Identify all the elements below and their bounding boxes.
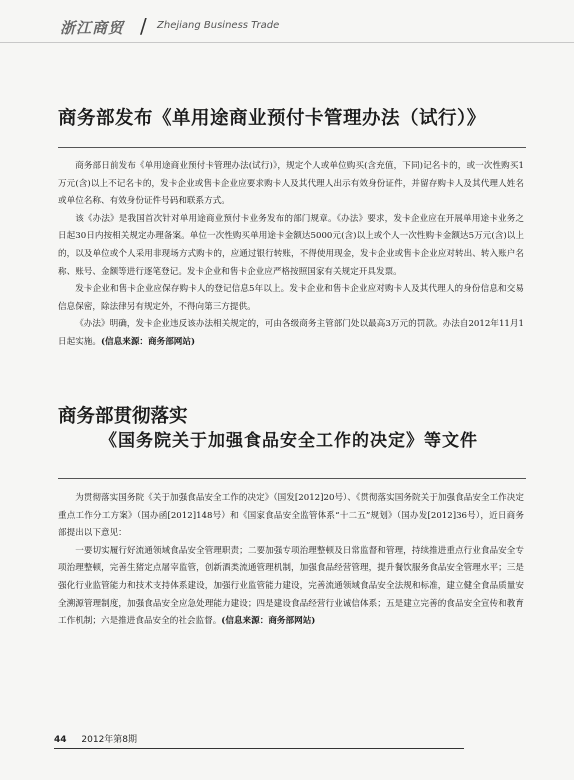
article1-body <box>58 158 524 352</box>
article2-paragraph <box>58 543 524 631</box>
magazine-logo-chinese: 浙江商贸 <box>60 19 125 37</box>
article2-source: (信息来源：商务部网站) <box>221 616 316 627</box>
page-footer <box>54 732 137 745</box>
header-divider <box>0 42 574 43</box>
article2-last-paragraph-text: 一要切实履行好流通领域食品安全管理职责；二要加强专项治理整顿及日常监督和管理，持续推进重点行业食品安全专项治理整顿，完善生猪定点屠宰监管，创新酒类流通管理机制，加强食品经营管理，提升餐饮服务食品安全管理水平；三是强化行业监管能力和技术支持体系建设，加强行业监管能力建设，完善流通领域食品安全法规和标准，建立健全食品质量安全溯源管理制度，加强食品安全应急处理能力建设；四是建设食品经营行业诚信体系；五是建立完善的食品安全宣传和教育工作机制；六是推进食品安全的社会监督。 <box>58 545 524 627</box>
article2-title-rule <box>58 478 526 479</box>
article2-title <box>58 405 478 453</box>
header-slash-divider: / <box>140 14 147 38</box>
footer-divider <box>54 748 464 749</box>
article1-source: (信息来源：商务部网站) <box>100 336 196 347</box>
article2-title-line2: 《国务院关于加强食品安全工作的决定》等文件 <box>100 431 478 451</box>
article1-paragraph <box>58 316 524 351</box>
article2-body <box>58 490 524 631</box>
article1-paragraph: 发卡企业和售卡企业应保存购卡人的登记信息5年以上。发卡企业和售卡企业应对购卡人及其代理人的身份信息和交易信息保密，除法律另有规定外，不得向第三方提供。 <box>58 284 524 312</box>
magazine-logo-english: Zhejiang Business Trade <box>157 20 280 31</box>
page-header <box>0 0 574 40</box>
page-number: 44 <box>54 735 67 745</box>
article2-title-line1: 商务部贯彻落实 <box>58 406 188 427</box>
article1-title: 商务部发布《单用途商业预付卡管理办法（试行）》 <box>58 108 486 129</box>
issue-label: 2012年第8期 <box>81 735 138 745</box>
article1-paragraph: 该《办法》是我国首次针对单用途商业预付卡业务发布的部门规章。《办法》要求，发卡企业应在开展单用途卡业务之日起30日内按相关规定办理备案。单位一次性购买单用途卡金额达5000元(含)以上或个人一次性购卡金额达5万元(含)以上的，以及单位或个人采用非现场方式购卡的，应通过银行转账，不得使用现金，发卡企业或售卡企业应对转出、转入账户名称、账号、金额等进行逐笔登记。发卡企业和售卡企业应严格按照国家有关规定开具发票。 <box>58 213 524 277</box>
article2-paragraph: 为贯彻落实国务院《关于加强食品安全工作的决定》（国发[2012]20号）、《贯彻落实国务院关于加强食品安全工作决定重点工作分工方案》（国办函[2012]148号）和《国家食品安全监管体系“十二五”规划》（国办发[2012]36号），近日商务部提出以下意见： <box>58 493 524 539</box>
article1-last-paragraph-text: 《办法》明确，发卡企业违反该办法相关规定的，可由各级商务主管部门处以最高3万元的罚款。办法自2012年11月1日起实施。 <box>58 319 524 347</box>
article1-paragraph: 商务部日前发布《单用途商业预付卡管理办法(试行)》，规定个人或单位购买(含充值，下同)记名卡的，或一次性购买1万元(含)以上不记名卡的，发卡企业或售卡企业应要求购卡人及其代理人出示有效身份证件，并留存购卡人及其代理人姓名或单位名称、有效身份证件号码和联系方式。 <box>58 161 524 207</box>
article1-title-rule <box>58 147 526 148</box>
